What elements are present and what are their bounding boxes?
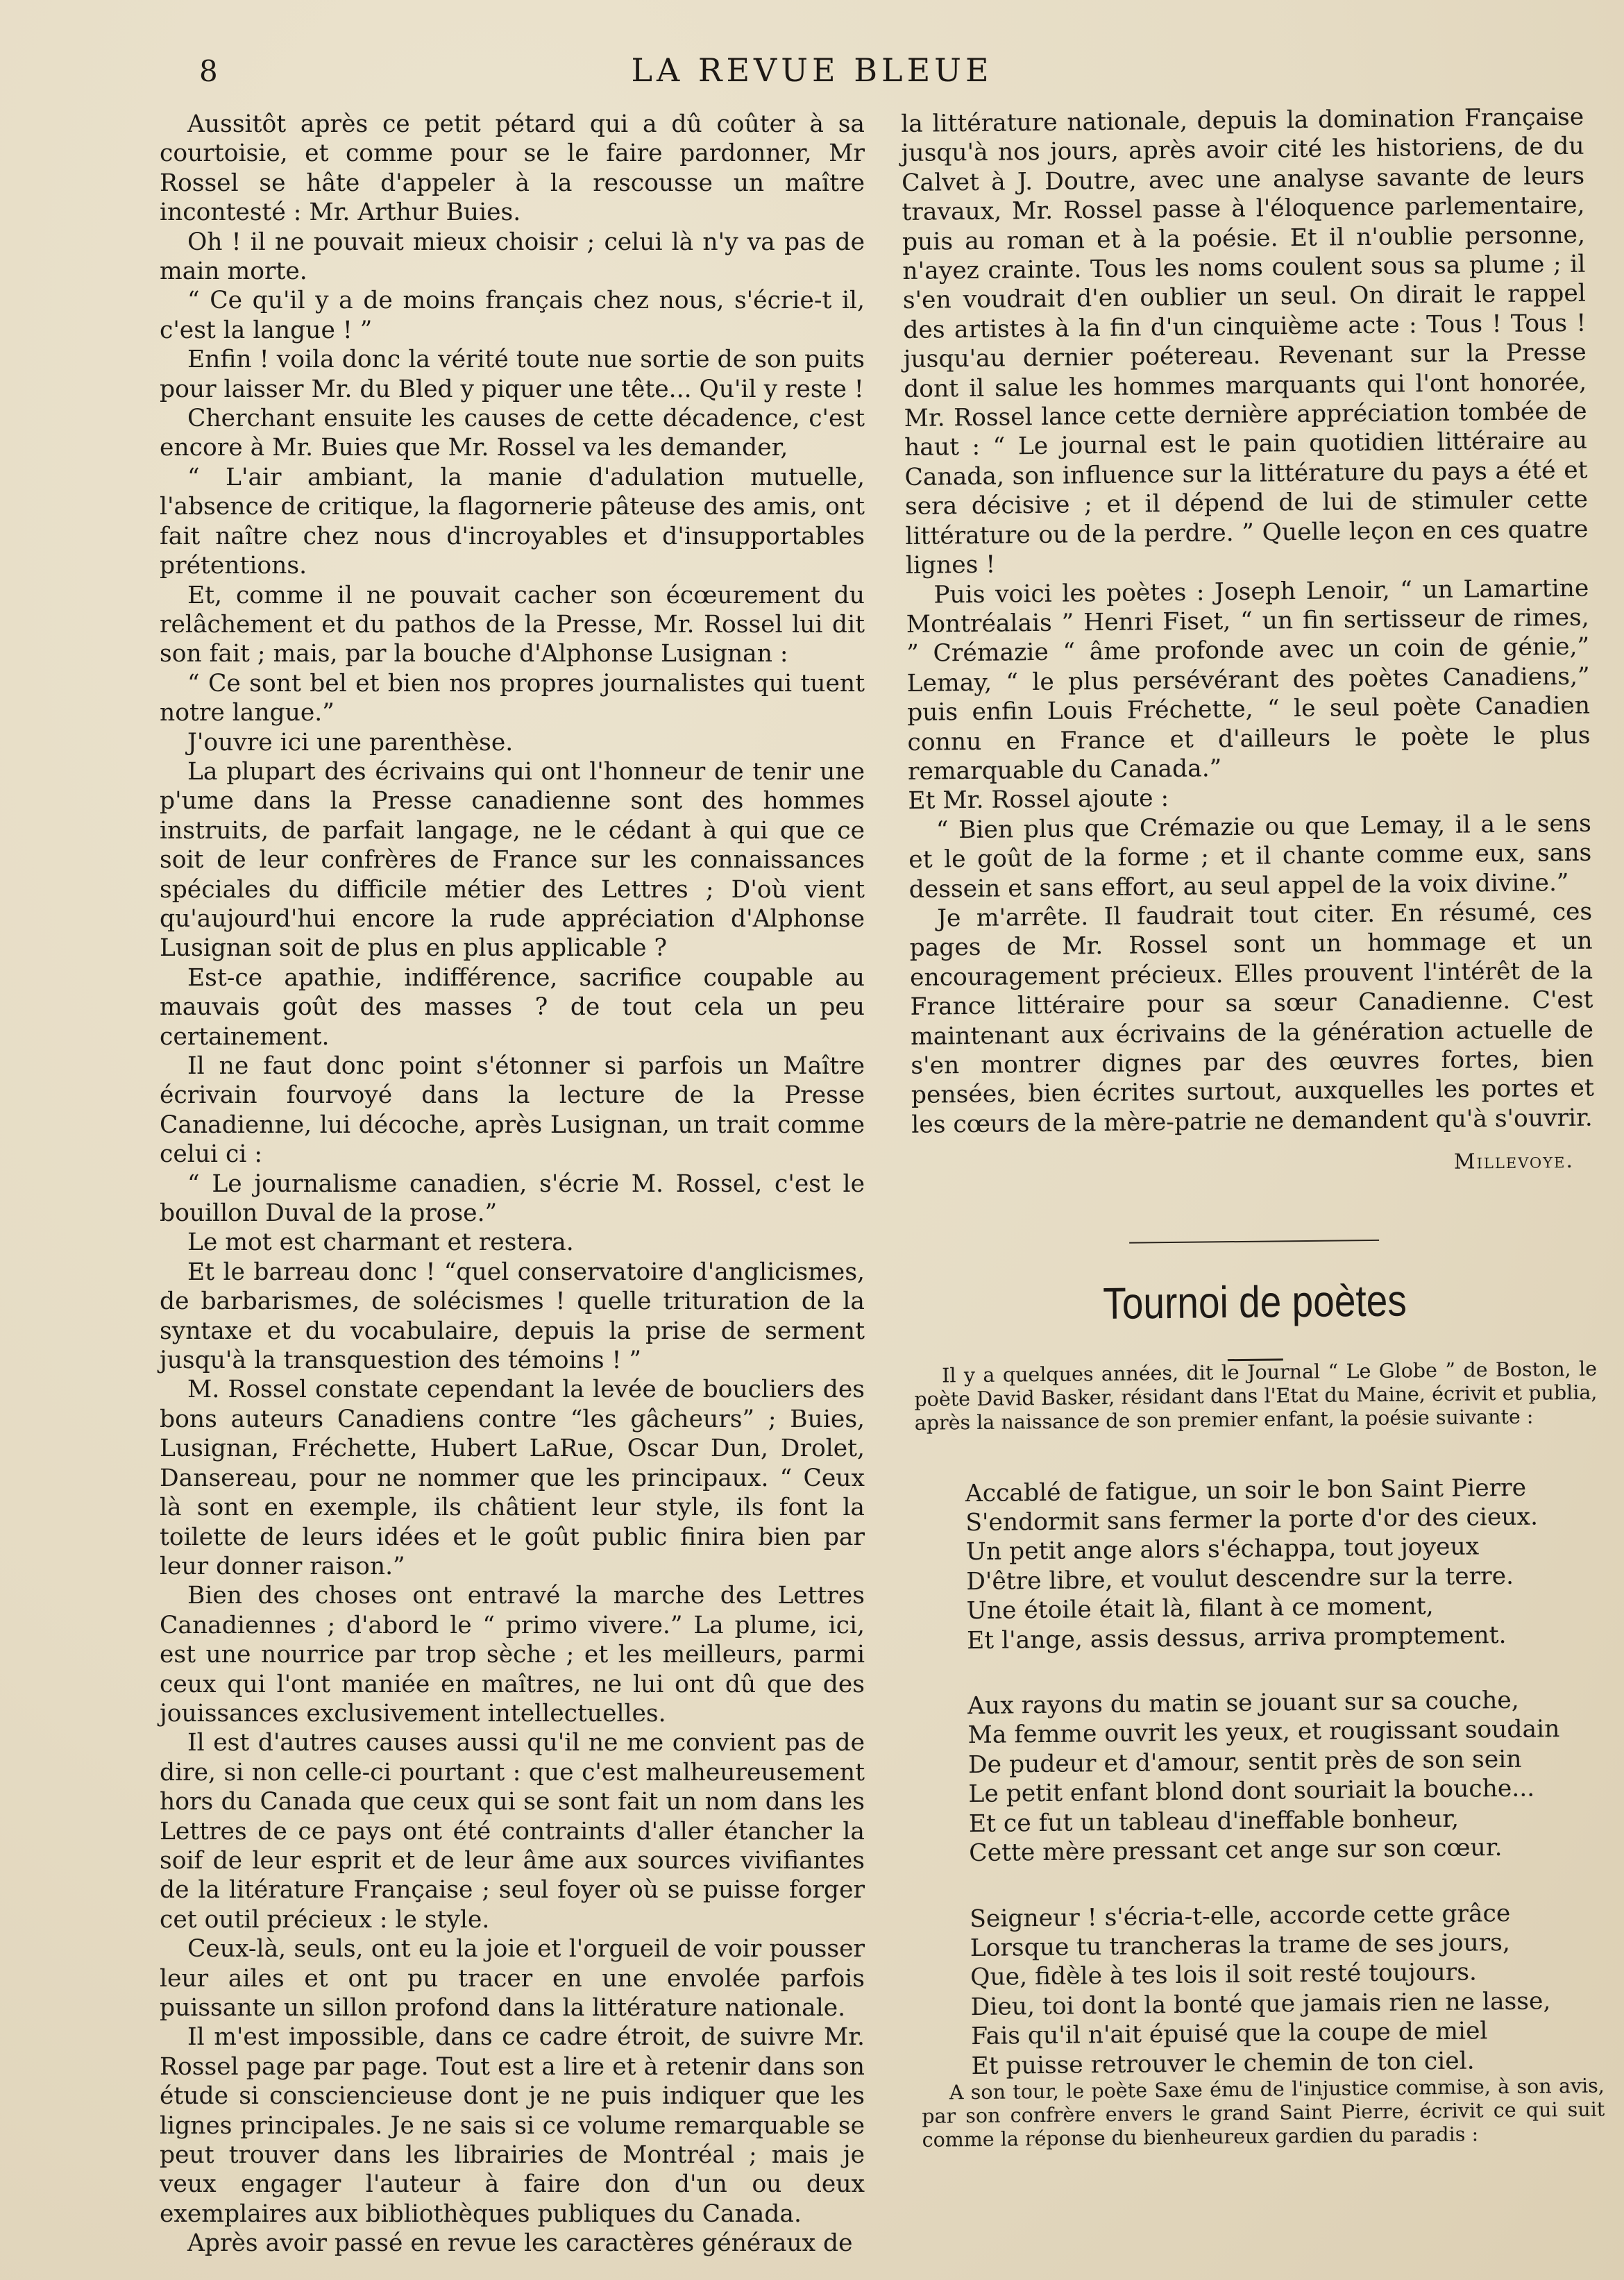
paragraph: “ Bien plus que Crémazie ou que Lemay, il a le sens et le goût de la forme ; et il chante comme eux, sans dessein et sans effort, au seul appel de la voix divine.” (908, 809, 1592, 904)
paragraph: Puis voici les poètes : Joseph Lenoir, “ un Lamartine Montréalais ” Henri Fiset, “ un fin sertisseur de rimes, ” Crémazie “ âme profonde avec un coin de génie,” Lemay, “ le plus persévérant des poètes Canadiens,” puis enfin Louis Fréchette, “ le seul poète Canadien connu en France et d'ailleurs le poète le plus remarquable du Canada.” (906, 574, 1591, 786)
paragraph: “ Ce qu'il y a de moins français chez nous, s'écrie-t il, c'est la langue ! ” (160, 287, 865, 344)
poem-stanza (970, 1898, 1605, 2081)
paragraph: Il est d'autres causes aussi qu'il ne me convient pas de dire, si non celle-ci pourtant : que c'est malheureusement hors du Canada que ceux qui se sont fait un nom dans les Lettres de ce pays ont été contraints d'aller étancher la soif de leur esprit et de leur âme aux sources vivifiantes de la litérature Française ; seul foyer où se puisse forger cet outil précieux : le style. (160, 1729, 865, 1934)
poem-verse: Dieu, toi dont la bonté que jamais rien ne lasse, (970, 1987, 1551, 2021)
section-divider (1129, 1239, 1379, 1243)
paragraph: Et le barreau donc ! “quel conservatoire d'anglicismes, de barbarismes, de solécismes ! quelle trituration de la syntaxe et du vocabulaire, depuis la prise de serment jusqu'à la transquestion des témoins ! ” (160, 1258, 865, 1375)
paragraph: Aussitôt après ce petit pétard qui a dû coûter à sa courtoisie, et comme pour se le faire pardonner, Mr Rossel se hâte d'appeler à la rescousse un maître incontesté : Mr. Arthur Buies. (160, 110, 865, 227)
poem-verse: Fais qu'il n'ait épuisé que la coupe de miel (970, 2017, 1488, 2051)
poem-verse: Aux rayons du matin se jouant sur sa couche, (967, 1686, 1519, 1721)
paragraph: J'ouvre ici une parenthèse. (187, 728, 514, 757)
poem-verse: Seigneur ! s'écria-t-elle, accorde cette grâce (970, 1899, 1511, 1933)
poem-verse: Que, fidèle à tes lois il soit resté toujours. (970, 1958, 1478, 1992)
poem-verse: Ma femme ouvrit les yeux, et rougissant soudain (967, 1715, 1560, 1750)
author-signature: Millevoye. (1453, 1149, 1575, 1174)
poem-verse: Le petit enfant blond dont souriait la bouche... (968, 1774, 1535, 1809)
paragraph: Bien des choses ont entravé la marche des Lettres Canadiennes ; d'abord le “ primo vivere.” La plume, ici, est une nourrice par trop sèche ; et les meilleurs, parmi ceux qui l'ont maniée en maîtres, ne lui ont dû que des jouissances exclusivement intellectuelles. (160, 1582, 865, 1728)
paragraph: Et Mr. Rossel ajoute : (908, 784, 1169, 816)
paragraph: Après avoir passé en revue les caractères généraux de (187, 2229, 853, 2258)
poem-verse: Lorsque tu trancheras la trame de ses jours, (970, 1928, 1511, 1963)
right-column (901, 103, 1605, 2152)
paragraph: Et, comme il ne pouvait cacher son écœurement du relâchement et du pathos de la Presse, Mr. Rossel lui dit son fait ; mais, par la bouche d'Alphonse Lusignan : (160, 581, 865, 668)
paragraph: Ceux-là, seuls, ont eu la joie et l'orgueil de voir pousser leur ailes et ont pu tracer en une envolée parfois puissante un sillon profond dans la littérature nationale. (160, 1935, 865, 2022)
poem-verse: Une étoile était là, filant à ce moment, (966, 1592, 1434, 1625)
poem-verse: Et puisse retrouver le chemin de ton ciel. (971, 2047, 1475, 2080)
paragraph: Je m'arrête. Il faudrait tout citer. En résumé, ces pages de Mr. Rossel sont un hommage et un encouragement précieux. Elles prouvent l'intérêt de la France littéraire pour sa sœur Canadienne. C'est maintenant aux écrivains de la génération actuelle de s'en montrer dignes par des œuvres fortes, bien pensées, bien écrites surtout, auxquelles les portes et les cœurs de la mère-patrie ne demandent qu'à s'ouvrir. (909, 897, 1595, 1139)
page-number: 8 (199, 54, 219, 88)
poem-outro: A son tour, le poète Saxe ému de l'injustice commise, à son avis, par son confrère envers le grand Saint Pierre, écrivit ce qui suit comme la réponse du bienheureux gardien du paradis : (922, 2074, 1605, 2152)
poem-verse: Et ce fut un tableau d'ineffable bonheur, (968, 1805, 1460, 1838)
left-column (160, 110, 865, 2258)
paragraph: la littérature nationale, depuis la domination Française jusqu'à nos jours, après avoir cité les historiens, de du Calvet à J. Doutre, avec une analyse savante de leurs travaux, Mr. Rossel passe à l'éloquence parlementaire, puis au roman et à la poésie. Et il n'oublie personne, n'ayez crainte. Tous les noms coulent sous sa plume ; il s'en voudrait d'en oublier un seul. On dirait le rappel des artistes à la fin d'un cinquième acte : Tous ! Tous ! jusqu'au dernier poétereau. Revenant sur la Presse dont il salue les hommes marquants qui l'ont honorée, Mr. Rossel lance cette dernière appréciation tombée de haut : “ Le journal est le pain quotidien littéraire au Canada, son influence sur la littérature du pays a été et sera décisive ; et il dépend de lui de stimuler cette littérature ou de la perdre. ” Quelle leçon en ces quatre lignes ! (901, 103, 1589, 580)
paragraph: Le mot est charmant et restera. (187, 1228, 574, 1257)
poem-intro: Il y a quelques années, dit le Journal “ Le Globe ” de Boston, le poète David Basker, résidant dans l'Etat du Maine, écrivit et publia, après la naissance de son premier enfant, la poésie suivante : (914, 1357, 1598, 1435)
section-title: Tournoi de poètes (1102, 1275, 1407, 1328)
paragraph: Enfin ! voila donc la vérité toute nue sortie de son puits pour laisser Mr. du Bled y piquer une tête... Qu'il y reste ! (160, 346, 865, 403)
poem-stanza (967, 1685, 1602, 1868)
poem-verse: De pudeur et d'amour, sentit près de son sein (967, 1745, 1522, 1779)
poem-verse: Cette mère pressant cet ange sur son cœur. (969, 1834, 1503, 1868)
paragraph: “ Ce sont bel et bien nos propres journalistes qui tuent notre langue.” (160, 669, 865, 727)
paragraph: Il ne faut donc point s'étonner si parfois un Maître écrivain fourvoyé dans la lecture de la Presse Canadienne, lui décoche, après Lusignan, un trait comme celui ci : (160, 1052, 865, 1169)
running-title: LA REVUE BLEUE (631, 51, 993, 89)
paragraph: Oh ! il ne pouvait mieux choisir ; celui là n'y va pas de main morte. (160, 228, 865, 286)
paragraph: Est-ce apathie, indifférence, sacrifice coupable au mauvais goût des masses ? de tout cela un peu certainement. (160, 963, 865, 1051)
paragraph: “ Le journalisme canadien, s'écrie M. Rossel, c'est le bouillon Duval de la prose.” (160, 1169, 865, 1228)
poem-verse: Et l'ange, assis dessus, arriva promptement. (966, 1621, 1507, 1655)
poem-verse: D'être libre, et voulut descendre sur la terre. (966, 1562, 1514, 1596)
poem-stanza (965, 1472, 1600, 1655)
paragraph: La plupart des écrivains qui ont l'honneur de tenir une p'ume dans la Presse canadienne sont des hommes instruits, de parfait langage, ne le cédant à qui que ce soit de leur confrères de France sur les connaissances spéciales du difficile métier des Lettres ; D'où vient qu'aujourd'hui encore la rude appréciation d'Alphonse Lusignan soit de plus en plus applicable ? (160, 757, 865, 963)
paragraph: “ L'air ambiant, la manie d'adulation mutuelle, l'absence de critique, la flagornerie pâteuse des amis, ont fait naître chez nous d'incroyables et d'insupportables prétentions. (160, 463, 865, 580)
poem-verse: Un petit ange alors s'échappa, tout joyeux (965, 1532, 1480, 1567)
poem-verse: Accablé de fatigue, un soir le bon Saint Pierre (965, 1473, 1527, 1508)
paragraph: M. Rossel constate cependant la levée de boucliers des bons auteurs Canadiens contre “les gâcheurs” ; Buies, Lusignan, Fréchette, Hubert LaRue, Oscar Dun, Drolet, Dansereau, pour ne nommer que les principaux. “ Ceux là sont en exemple, ils châtient leur style, ils font la toilette de leurs idées et le goût public finira bien par leur donner raison.” (160, 1376, 865, 1580)
paragraph: Cherchant ensuite les causes de cette décadence, c'est encore à Mr. Buies que Mr. Rossel va les demander, (160, 405, 865, 462)
paragraph: Il m'est impossible, dans ce cadre étroit, de suivre Mr. Rossel page par page. Tout est a lire et à retenir dans son étude si consciencieuse dont je ne puis indiquer que les lignes principales. Je ne sais si ce volume remarquable se peut trouver dans les librairies de Montréal ; mais je veux engager l'auteur à faire don d'un ou deux exemplaires aux bibliothèques publiques du Canada. (160, 2023, 865, 2228)
poem-verse: S'endormit sans fermer la porte d'or des cieux. (965, 1503, 1539, 1537)
